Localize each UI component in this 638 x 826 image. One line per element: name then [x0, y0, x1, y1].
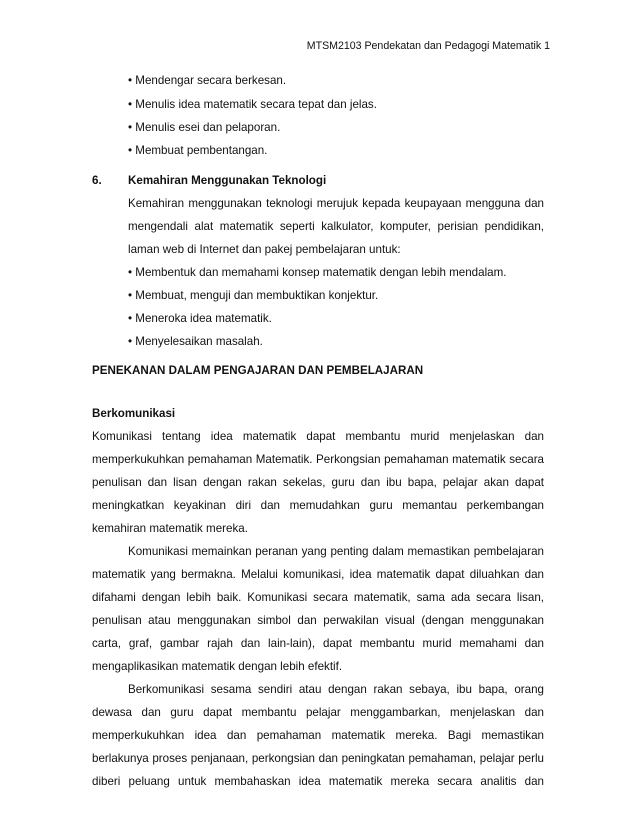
list-item: • Membuat, menguji dan membuktikan konjektur. [128, 289, 379, 302]
paragraph-line: matematik yang bermakna. Melalui komunikasi, idea matematik dapat diluahkan dan [92, 568, 544, 581]
paragraph-line: penulisan atau menggunakan simbol dan perwakilan visual (dengan menggunakan [92, 614, 544, 627]
list-item: • Meneroka idea matematik. [128, 312, 272, 325]
list-item: • Membentuk dan memahami konsep matematik dengan lebih mendalam. [128, 266, 507, 279]
sub-heading: Berkomunikasi [92, 407, 176, 420]
paragraph-line: Komunikasi tentang idea matematik dapat membantu murid menjelaskan dan [92, 430, 544, 443]
list-item: • Mendengar secara berkesan. [128, 74, 287, 87]
paragraph-line: dewasa dan guru dapat membantu pelajar menggambarkan, menjelaskan dan [92, 706, 544, 719]
main-heading: PENEKANAN DALAM PENGAJARAN DAN PEMBELAJARAN [92, 364, 424, 377]
list-item: • Menulis idea matematik secara tepat dan jelas. [128, 98, 377, 111]
paragraph-line: Komunikasi memainkan peranan yang penting dalam memastikan pembelajaran [128, 545, 544, 558]
list-item: • Menyelesaikan masalah. [128, 335, 263, 348]
paragraph-line: Berkomunikasi sesama sendiri atau dengan rakan sebaya, ibu bapa, orang [128, 683, 544, 696]
paragraph-line: diberi peluang untuk membahaskan idea matematik mereka secara analitis dan [92, 775, 544, 788]
paragraph-line: mengendali alat matematik seperti kalkulator, komputer, perisian pendidikan, [128, 220, 544, 233]
paragraph-line: laman web di Internet dan pakej pembelajaran untuk: [128, 243, 401, 256]
paragraph-line: mengaplikasikan matematik dengan lebih efektif. [92, 660, 343, 673]
paragraph-line: berlakunya proses penjanaan, perkongsian dan peningkatan pemahaman, pelajar perlu [92, 752, 544, 765]
page-header: MTSM2103 Pendekatan dan Pedagogi Matematik 1 [306, 40, 550, 52]
paragraph-line: carta, graf, gambar rajah dan lain-lain), dapat membantu murid memahami dan [92, 637, 544, 650]
list-item: • Membuat pembentangan. [128, 144, 268, 157]
list-item: • Menulis esei dan pelaporan. [128, 121, 281, 134]
paragraph-line: kemahiran matematik mereka. [92, 522, 248, 535]
paragraph-line: memperkukuhkan pemahaman Matematik. Perkongsian pemahaman matematik secara [92, 453, 544, 466]
paragraph-line: memperkukuhkan idea dan pemahaman matematik mereka. Bagi memastikan [92, 729, 544, 742]
section-title: Kemahiran Menggunakan Teknologi [128, 174, 327, 187]
section-number: 6. [92, 174, 102, 187]
paragraph-line: meningkatkan keyakinan diri dan memudahkan guru memantau perkembangan [92, 499, 544, 512]
paragraph-line: penulisan dan lisan dengan rakan sekelas, guru dan ibu bapa, pelajar akan dapat [92, 476, 544, 489]
paragraph-line: Kemahiran menggunakan teknologi merujuk kepada keupayaan mengguna dan [128, 197, 544, 210]
paragraph-line: difahami dengan lebih baik. Komunikasi secara matematik, sama ada secara lisan, [92, 591, 544, 604]
